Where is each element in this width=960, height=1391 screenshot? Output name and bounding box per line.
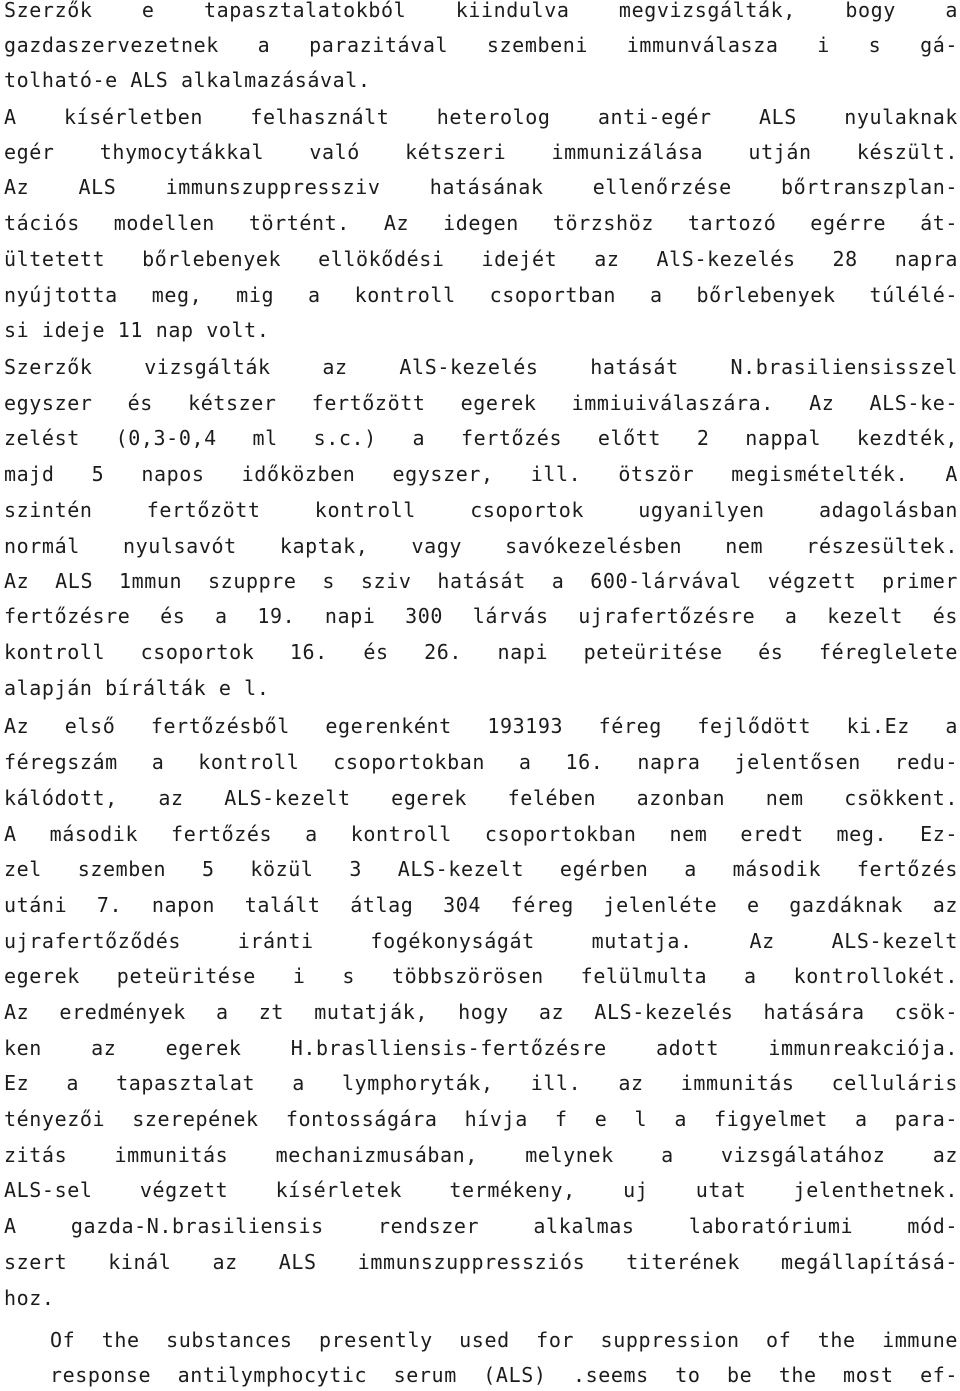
text-line-hu: szert kinál az ALS immunszuppressziós titerének megállapításá- <box>4 1250 958 1274</box>
text-line-hu: tolható-e ALS alkalmazásával. <box>4 68 371 92</box>
text-line-hu: alapján bírálták e l. <box>4 676 270 700</box>
text-line-hu: ujrafertőződés iránti fogékonyságát mutatja. Az ALS-kezelt <box>4 929 958 953</box>
text-line-hu: Az első fertőzésből egerenként 193193 féreg fejlődött ki.Ez a <box>4 714 958 738</box>
text-line-hu: kálódott, az ALS-kezelt egerek felében azonban nem csökkent. <box>4 786 958 810</box>
text-line-hu: zel szemben 5 közül 3 ALS-kezelt egérben a második fertőzés <box>4 857 958 881</box>
text-line-hu: egyszer és kétszer fertőzött egerek immiuiválaszára. Az ALS-ke- <box>4 391 958 415</box>
text-line-hu: kontroll csoportok 16. és 26. napi peteüritése és féreglelete <box>4 640 958 664</box>
text-line-hu: ALS-sel végzett kísérletek termékeny, uj utat jelenthetnek. <box>4 1178 958 1202</box>
text-line-en: response antilymphocytic serum (ALS) .seems to be the most ef- <box>50 1363 958 1387</box>
text-line-hu: si ideje 11 nap volt. <box>4 318 270 342</box>
text-line-hu: fertőzésre és a 19. napi 300 lárvás ujrafertőzésre a kezelt és <box>4 604 958 628</box>
text-line-hu: féregszám a kontroll csoportokban a 16. napra jelentősen redu- <box>4 750 958 774</box>
text-line-hu: egér thymocytákkal való kétszeri immunizálása utján készült. <box>4 140 958 164</box>
text-line-hu: utáni 7. napon talált átlag 304 féreg jelenléte e gazdáknak az <box>4 893 958 917</box>
text-line-hu: A kísérletben felhasznált heterolog anti-egér ALS nyulaknak <box>4 105 958 129</box>
text-line-hu: Az ALS immunszuppressziv hatásának ellenőrzése bőrtranszplan- <box>4 175 958 199</box>
text-line-hu: egerek peteüritése i s többszörösen felülmulta a kontrollokét. <box>4 964 958 988</box>
text-line-hu: Szerzők vizsgálták az AlS-kezelés hatását N.brasiliensisszel <box>4 355 958 379</box>
text-line-hu: Az eredmények a zt mutatják, hogy az ALS-kezelés hatására csök- <box>4 1000 958 1024</box>
text-line-en: Of the substances presently used for suppression of the immune <box>50 1328 958 1352</box>
text-line-hu: A gazda-N.brasiliensis rendszer alkalmas laboratóriumi mód- <box>4 1214 958 1238</box>
text-line-hu: A második fertőzés a kontroll csoportokban nem eredt meg. Ez- <box>4 822 958 846</box>
text-line-hu: ken az egerek H.braslliensis-fertőzésre adott immunreakciója. <box>4 1036 958 1060</box>
text-line-hu: normál nyulsavót kaptak, vagy savókezelésben nem részesültek. <box>4 534 958 558</box>
text-line-hu: tációs modellen történt. Az idegen törzshöz tartozó egérre át- <box>4 211 958 235</box>
text-line-hu: Ez a tapasztalat a lymphoryták, ill. az immunitás celluláris <box>4 1071 958 1095</box>
text-line-hu: majd 5 napos időközben egyszer, ill. ötször megismételték. A <box>4 462 958 486</box>
text-line-hu: tényezői szerepének fontosságára hívja f e l a figyelmet a para- <box>4 1107 958 1131</box>
text-line-hu: gazdaszervezetnek a parazitával szembeni immunválasza i s gá- <box>4 33 958 57</box>
text-line-hu: hoz. <box>4 1286 55 1310</box>
text-line-hu: zelést (0,3-0,4 ml s.c.) a fertőzés előtt 2 nappal kezdték, <box>4 426 958 450</box>
text-line-hu: szintén fertőzött kontroll csoportok ugyanilyen adagolásban <box>4 498 958 522</box>
text-line-hu: Szerzők e tapasztalatokból kiindulva megvizsgálták, bogy a <box>4 0 958 22</box>
text-line-hu: zitás immunitás mechanizmusában, melynek a vizsgálatához az <box>4 1143 958 1167</box>
text-line-hu: nyújtotta meg, mig a kontroll csoportban a bőrlebenyek túlélé- <box>4 283 958 307</box>
text-line-hu: Az ALS 1mmun szuppre s sziv hatását a 600-lárvával végzett primer <box>4 569 958 593</box>
text-line-hu: ültetett bőrlebenyek ellökődési idejét az AlS-kezelés 28 napra <box>4 247 958 271</box>
